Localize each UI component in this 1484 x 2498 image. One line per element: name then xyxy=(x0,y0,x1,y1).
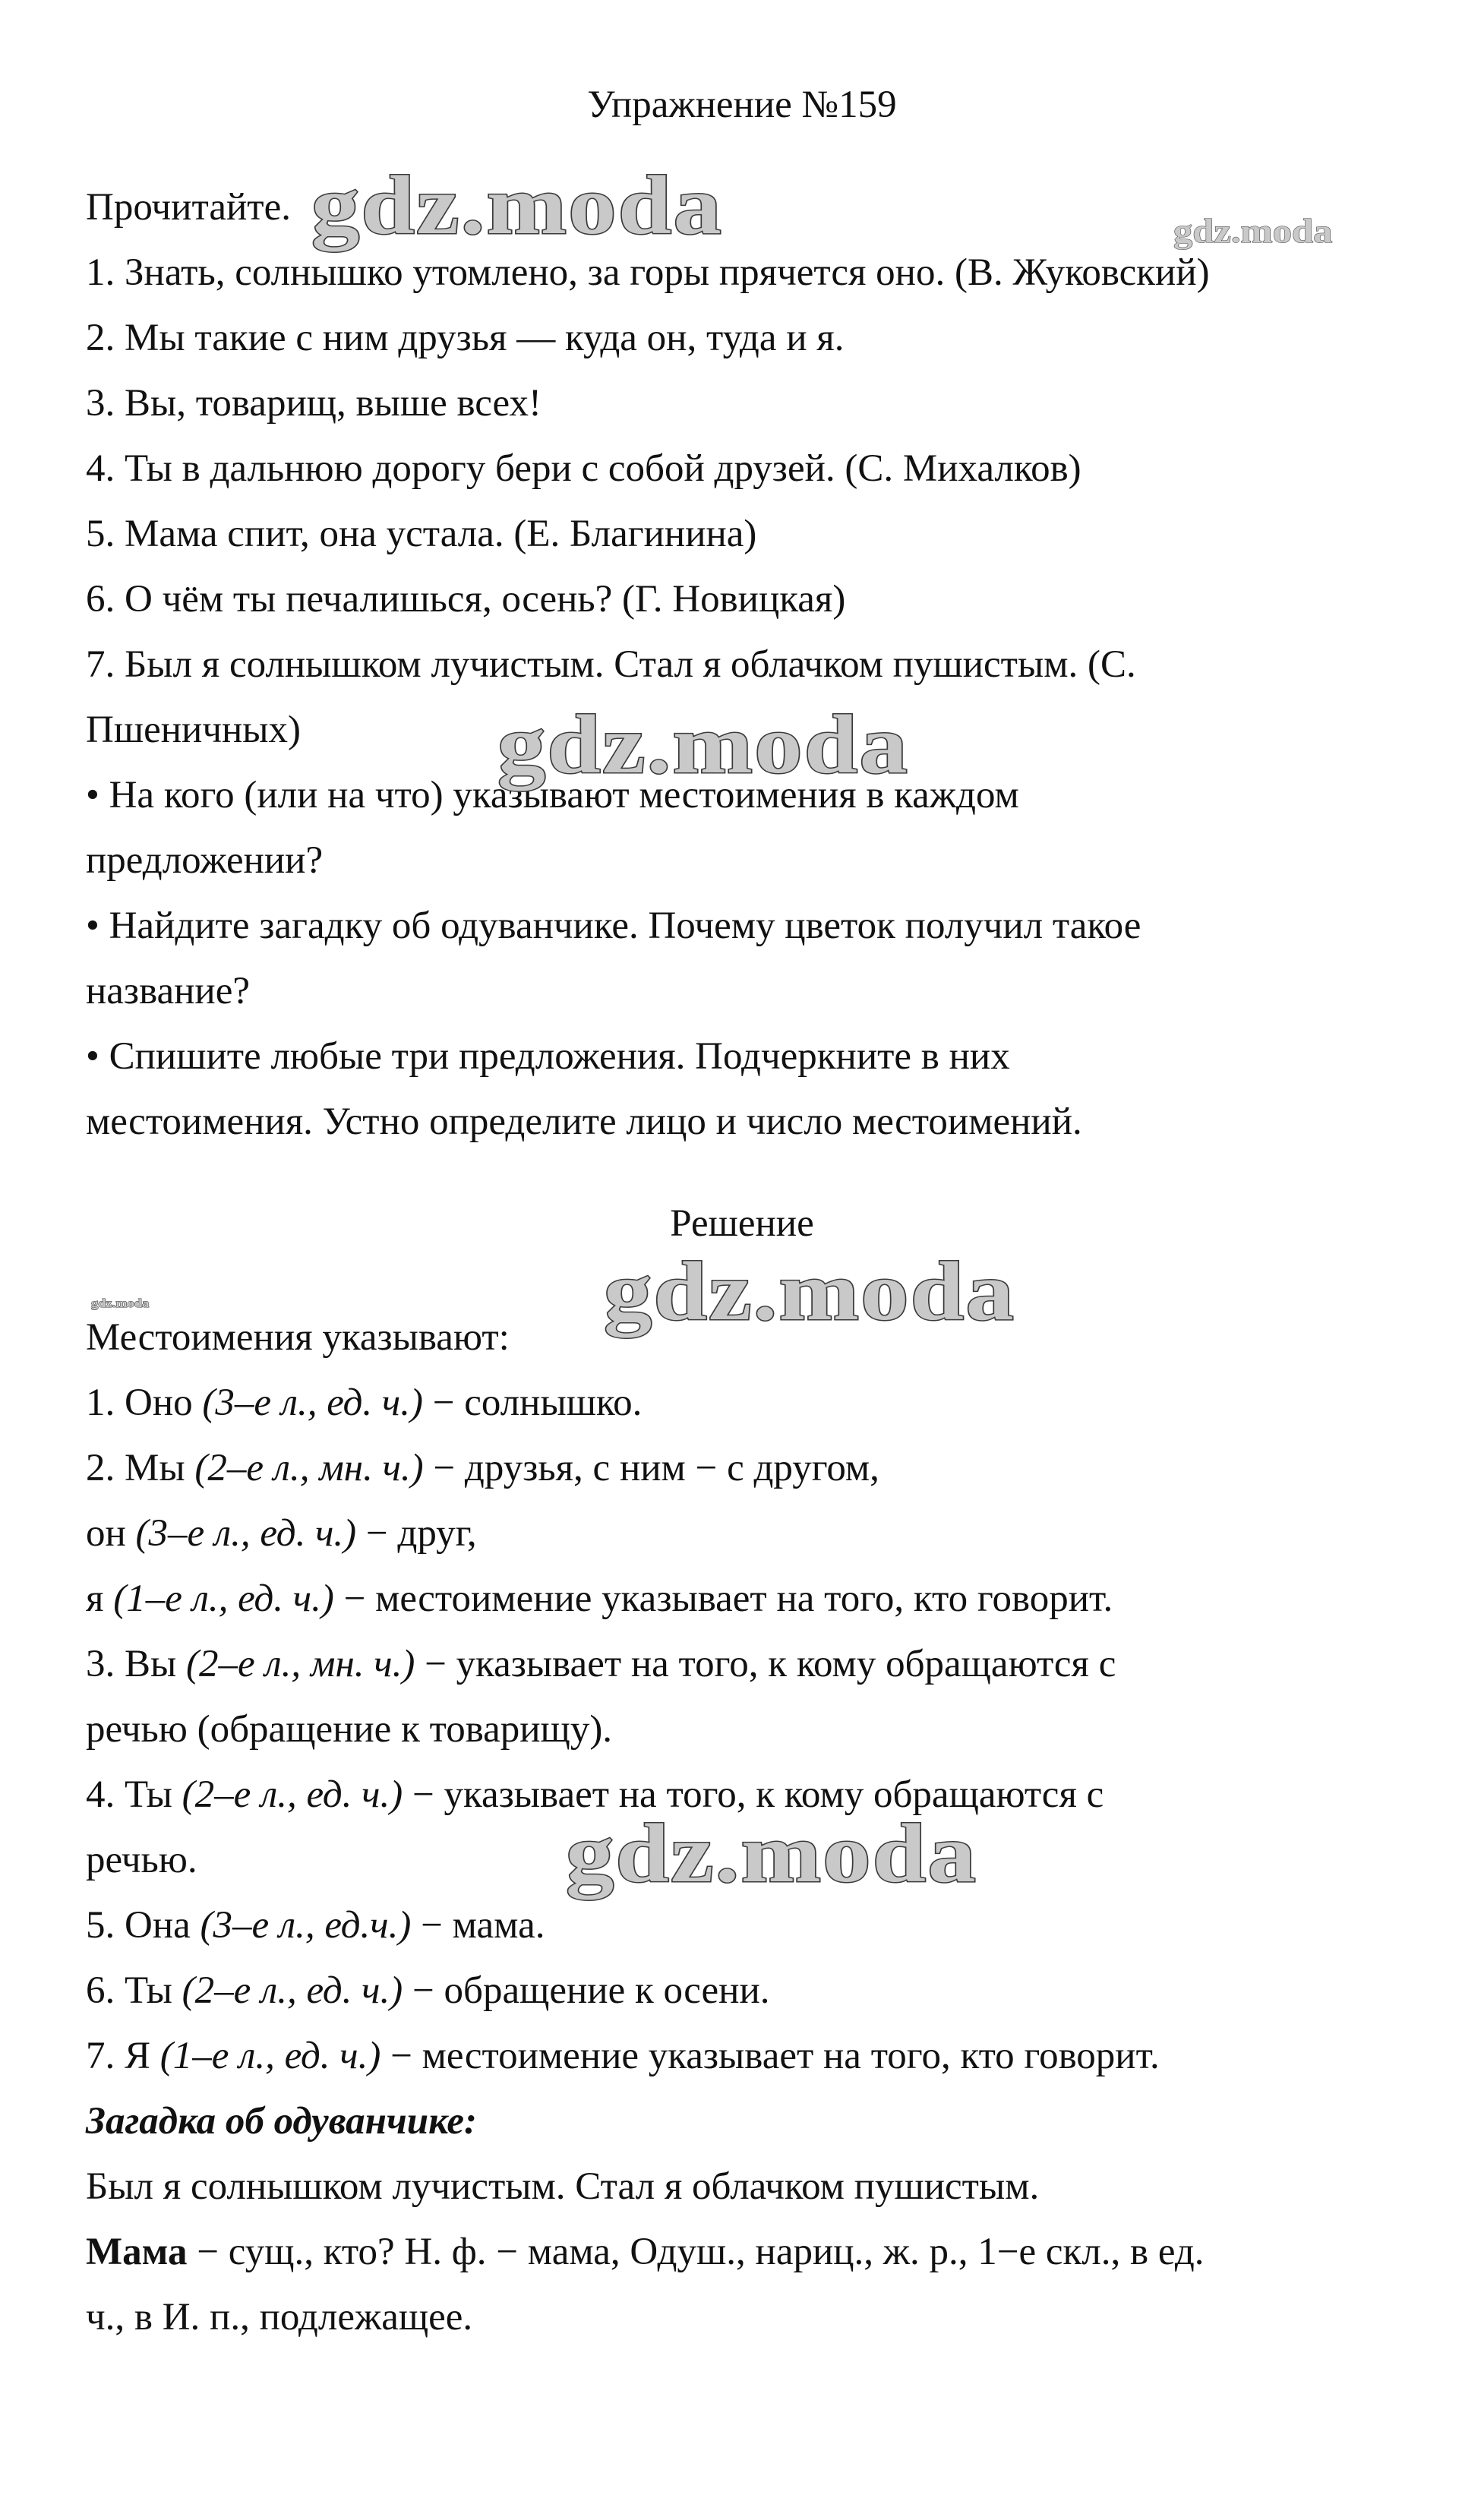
noun-analysis: Мама − сущ., кто? Н. ф. − мама, Одуш., нариц., ж. р., 1−е скл., в ед. xyxy=(86,2231,1205,2273)
task-line-6: 6. О чём ты печалишься, осень? (Г. Новицкая) xyxy=(86,578,846,621)
task-question-3b: местоимения. Устно определите лицо и число местоимений. xyxy=(86,1101,1082,1143)
riddle-text: Был я солнышком лучистым. Стал я облачком пушистым. xyxy=(86,2165,1040,2208)
task-question-1a: • На кого (или на что) указывают местоимения в каждом xyxy=(86,774,1019,816)
solution-item: 5. Она (3–е л., ед.ч.) − мама. xyxy=(86,1904,545,1947)
task-question-1b: предложении? xyxy=(86,839,324,882)
task-line-7: 7. Был я солнышком лучистым. Стал я облачком пушистым. (С. xyxy=(86,643,1136,686)
solution-heading: Решение xyxy=(670,1202,814,1245)
watermark-logo: gdz.moda xyxy=(91,1297,150,1310)
solution-item: 6. Ты (2–е л., ед. ч.) − обращение к осени. xyxy=(86,1969,770,2012)
task-question-2a: • Найдите загадку об одуванчике. Почему цветок получил такое xyxy=(86,905,1141,947)
task-line-5: 5. Мама спит, она устала. (Е. Благинина) xyxy=(86,513,757,555)
watermark-logo: gdz.moda xyxy=(566,1807,978,1900)
solution-item: 1. Оно (3–е л., ед. ч.) − солнышко. xyxy=(86,1382,643,1424)
solution-item: 7. Я (1–е л., ед. ч.) − местоимение указывает на того, кто говорит. xyxy=(86,2035,1160,2077)
task-line-2: 2. Мы такие с ним друзья — куда он, туда и я. xyxy=(86,317,845,359)
solution-item: речью. xyxy=(86,1839,197,1881)
task-question-2b: название? xyxy=(86,970,250,1012)
noun-analysis-continued: ч., в И. п., подлежащее. xyxy=(86,2296,473,2339)
task-line-1: 1. Знать, солнышко утомлено, за горы прячется оно. (В. Жуковский) xyxy=(86,251,1210,294)
watermark-logo: gdz.moda xyxy=(311,159,724,251)
solution-item: я (1–е л., ед. ч.) − местоимение указывает на того, кто говорит. xyxy=(86,1577,1113,1620)
solution-item: речью (обращение к товарищу). xyxy=(86,1708,613,1751)
solution-intro: Местоимения указывают: xyxy=(86,1316,510,1359)
task-line-4: 4. Ты в дальнюю дорогу бери с собой друзей. (С. Михалков) xyxy=(86,447,1081,490)
riddle-heading: Загадка об одуванчике: xyxy=(86,2100,478,2143)
solution-item: 2. Мы (2–е л., мн. ч.) − друзья, с ним − с другом, xyxy=(86,1447,879,1489)
watermark-logo: gdz.moda xyxy=(604,1245,1016,1337)
watermark-logo: gdz.moda xyxy=(497,698,910,791)
solution-item: 3. Вы (2–е л., мн. ч.) − указывает на того, к кому обращаются с xyxy=(86,1643,1116,1685)
solution-item: 4. Ты (2–е л., ед. ч.) − указывает на того, к кому обращаются с xyxy=(86,1773,1104,1816)
watermark-logo: gdz.moda xyxy=(1173,213,1333,250)
task-question-3a: • Спишите любые три предложения. Подчеркните в них xyxy=(86,1035,1010,1078)
task-line-8: Пшеничных) xyxy=(86,709,302,751)
exercise-title: Упражнение №159 xyxy=(587,84,897,126)
task-line-3: 3. Вы, товарищ, выше всех! xyxy=(86,382,542,425)
task-intro: Прочитайте. xyxy=(86,186,291,229)
solution-item: он (3–е л., ед. ч.) − друг, xyxy=(86,1512,477,1555)
